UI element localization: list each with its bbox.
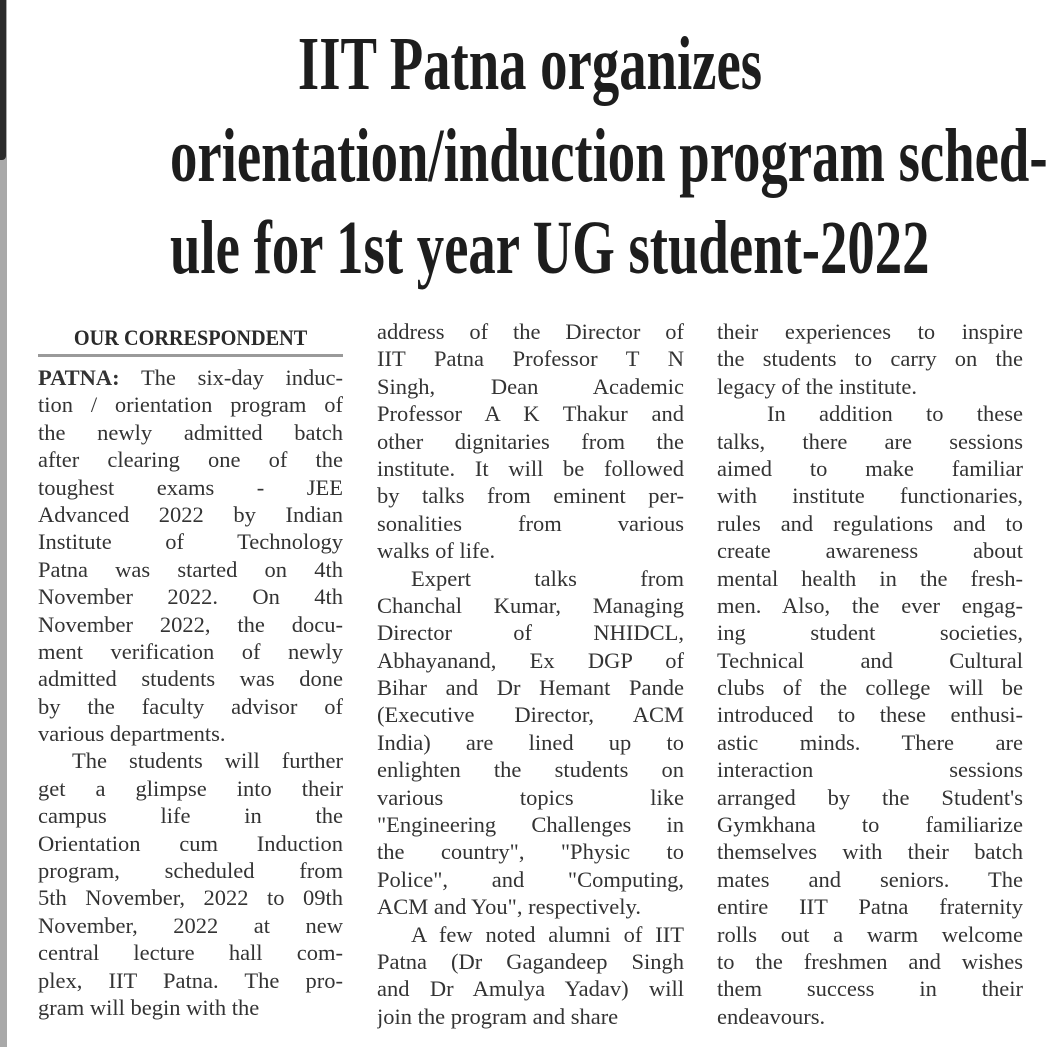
article-line: Chanchal Kumar, Managing (377, 592, 684, 618)
column-3-body (717, 318, 1023, 1030)
article-line: astic minds. There are (717, 729, 1023, 755)
article-line: central lecture hall com- (38, 940, 343, 966)
article-line: themselves with their batch (717, 839, 1023, 865)
article-line: arranged by the Student's (717, 784, 1023, 810)
article-line: Singh, Dean Academic (377, 373, 684, 399)
article-line: mates and seniors. The (717, 866, 1023, 892)
article-line: clubs of the college will be (717, 675, 1023, 701)
article-line: them success in their (717, 976, 1023, 1002)
article-line: other dignitaries from the (377, 428, 684, 454)
article-line: rolls out a warm welcome (717, 921, 1023, 947)
article-line: Professor A K Thakur and (377, 401, 684, 427)
article-line: ACM and You", respectively. (377, 894, 641, 920)
article-line: admitted students was done (38, 666, 343, 692)
page-edge-dark (0, 0, 6, 160)
article-line: the students to carry on the (717, 346, 1023, 372)
article-line: November, 2022 at new (38, 912, 343, 938)
article-column-3 (717, 318, 1023, 1030)
article-line: Abhayanand, Ex DGP of (377, 647, 684, 673)
article-line: mental health in the fresh- (717, 565, 1023, 591)
article-line: walks of life. (377, 538, 496, 564)
headline (170, 18, 1048, 294)
article-line: talks, there are sessions (717, 428, 1023, 454)
article-line: tion / orientation program of (38, 392, 343, 418)
article-line: by the faculty advisor of (38, 693, 343, 719)
article-line: entire IIT Patna fraternity (717, 894, 1023, 920)
article-line: sonalities from various (377, 510, 684, 536)
article-line: address of the Director of (377, 319, 684, 344)
article-line: legacy of the institute. (717, 373, 917, 399)
article-line: aimed to make familiar (717, 455, 1023, 481)
article-line: Patna (Dr Gagandeep Singh (377, 948, 684, 974)
headline-line: IIT Patna organizes (297, 22, 763, 106)
article-line: Institute of Technology (38, 529, 343, 555)
article-line: Technical and Cultural (717, 647, 1023, 673)
article-line: Gymkhana to familiarize (717, 812, 1023, 838)
article-line: The students will further (72, 748, 343, 774)
article-line: IIT Patna Professor T N (377, 346, 684, 372)
article-line: campus life in the (38, 803, 343, 829)
article-line: Advanced 2022 by Indian (38, 501, 343, 527)
article-line: ing student societies, (717, 620, 1023, 646)
article-line: November 2022, the docu- (38, 611, 343, 637)
article-line: introduced to these enthusi- (717, 702, 1023, 728)
article-line: rules and regulations and to (717, 510, 1023, 536)
article-line: "Engineering Challenges in (377, 812, 684, 838)
article-line: Bihar and Dr Hemant Pande (377, 675, 684, 701)
article-line: In addition to these (767, 401, 1023, 427)
article-line: India) are lined up to (377, 729, 684, 755)
article-line: Expert talks from (411, 565, 684, 591)
article-text: The six-day induc- (140, 365, 343, 390)
article-line: A few noted alumni of IIT (411, 921, 684, 947)
article-line: enlighten the students on (377, 757, 684, 783)
article-line: gram will begin with the (38, 994, 260, 1020)
column-1-body (38, 364, 343, 1021)
article-line: (Executive Director, ACM (377, 702, 684, 728)
article-line: various topics like (377, 784, 684, 810)
article-line: with institute functionaries, (717, 483, 1023, 509)
article-line: endeavours. (717, 1003, 826, 1029)
article-line (38, 364, 343, 391)
article-line: create awareness about (717, 538, 1023, 564)
article-line: by talks from eminent per- (377, 483, 684, 509)
article-line: ment verification of newly (38, 638, 343, 664)
article-line: program, scheduled from (38, 858, 343, 884)
article-line: institute. It will be followed (377, 455, 684, 481)
byline-divider (38, 354, 343, 357)
article-line: November 2022. On 4th (38, 584, 343, 610)
byline: OUR CORRESPONDENT (73, 325, 308, 350)
article-line: interaction sessions (717, 757, 1023, 783)
headline-line: ule for 1st year UG student-2022 (170, 206, 930, 290)
article-line: toughest exams - JEE (38, 474, 343, 500)
article-column-2 (377, 318, 684, 1030)
article-line: various departments. (38, 721, 226, 747)
article-line: Orientation cum Induction (38, 830, 343, 856)
article-line: Police", and "Computing, (377, 866, 684, 892)
page-edge-shadow (0, 0, 7, 1047)
article-line: the newly admitted batch (38, 419, 343, 445)
headline-line: orientation/induction program sched- (170, 114, 1048, 198)
article-line: to the freshmen and wishes (717, 948, 1023, 974)
dateline: PATNA: (38, 365, 120, 390)
article-line: join the program and share (377, 1003, 619, 1029)
article-line: Patna was started on 4th (38, 556, 343, 582)
article-line: get a glimpse into their (38, 775, 343, 801)
article-line: their experiences to inspire (717, 319, 1023, 344)
column-2-body (377, 318, 684, 1030)
article-line: the country", "Physic to (377, 839, 684, 865)
article-column-1 (38, 318, 343, 1021)
article-line: men. Also, the ever engag- (717, 592, 1023, 618)
article-line: plex, IIT Patna. The pro- (38, 967, 343, 993)
article-line: 5th November, 2022 to 09th (38, 885, 343, 911)
article-line: after clearing one of the (38, 447, 343, 473)
article-line: and Dr Amulya Yadav) will (377, 976, 684, 1002)
article-line: Director of NHIDCL, (377, 620, 684, 646)
